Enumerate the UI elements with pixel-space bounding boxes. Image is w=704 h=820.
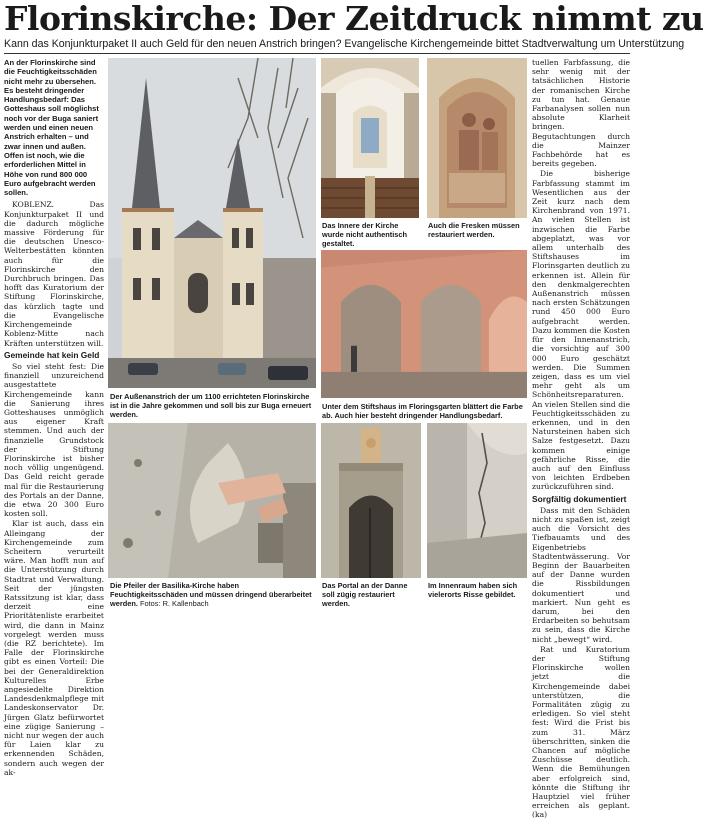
photo-credit: Fotos: R. Kallenbach	[140, 599, 209, 608]
body-paragraph: Rat und Kuratorium der Stiftung Florinskirche wollen jetzt die Kirchengemeinde dabei unterstützen, die Formalitäten zügig zu erledigen. So viel steht fest: Wird die Frist bis zum 31. März überschritten, sinken die Chancen auf mögliche Zuschüsse deutlich. Wenn die Bemühungen aber erfolgreich sind, könnte die Stiftung ihr Hauptziel viel früher erreichen als geplant. (ka)	[532, 644, 630, 820]
subheadline: Kann das Konjunkturpaket II auch Geld für den neuen Anstrich bringen? Evangelische Kirchengemeinde bittet Stadtverwaltung um Unterstützung	[4, 38, 685, 50]
section-heading: Sorgfältig dokumentiert	[532, 493, 627, 504]
caption-exterior: Der Außenanstrich der um 1100 errichteten Florinskirche ist in die Jahre gekommen und soll bis zur Buga erneuert werden.	[110, 392, 312, 419]
caption-fresco: Auch die Fresken müssen restauriert werden.	[428, 221, 520, 239]
caption-crack: Im Innenraum haben sich vielerorts Risse gebildet.	[428, 581, 518, 599]
headline-rule	[4, 53, 630, 54]
photo-church-interior	[321, 58, 419, 218]
body-paragraph: Klar ist auch, dass ein Alleingang der Kirchengemeinde zum Scheitern verurteilt wäre. Man hofft nun auf die Unterstützung durch Stadtrat und Verwaltung. Seit der jüngsten Ratssitzung ist klar, dass derzeit eine Prioritätenliste erarbeitet wird, die dann in Mainz vorgelegt werden muss (die RZ berichtete). Im Falle der Florinskirche gibt es einen Vorteil: Die bei der Generaldirektion Kulturelles Erbe angesiedelte Direktion Landesdenkmalpflege mit Landeskonservator Dr. Jürgen Glatz befürwortet eine zügige Sanierung – nicht nur wegen der auch für Laien klar zu erkennenden Schäden, sondern auch wegen der ak-	[4, 519, 104, 777]
photo-portal	[321, 423, 421, 578]
article-column-4	[532, 58, 630, 820]
lead-paragraph: An der Florinskirche sind die Feuchtigkeitsschäden nicht mehr zu übersehen. Es besteht dringender Handlungsbedarf: Das Gotteshaus soll möglichst noch vor der Buga saniert werden und einen neuen Anstrich erhalten – und zwar innen und außen. Offen ist noch, wie die erforderlichen Mittel in Höhe von rund 800 000 Euro aufgebracht werden sollen.	[4, 58, 99, 198]
section-heading: Gemeinde hat kein Geld	[4, 349, 100, 360]
caption-portal: Das Portal an der Danne soll zügig restauriert werden.	[322, 581, 408, 608]
body-paragraph: So viel steht fest: Die finanziell unzureichend ausgestattete Kirchengemeinde kann die Sanierung ihres Gotteshauses unmöglich aus eigener Kraft stemmen. Und auch der finanzielle Grundstock der Stiftung Florinskirche ist bisher noch völlig ungenügend. Das Geld reicht gerade mal für die Restaurierung des Portals an der Danne, die etwa 20 300 Euro kosten soll.	[4, 361, 104, 519]
photo-church-exterior	[108, 58, 316, 388]
body-paragraph: Dass mit den Schäden nicht zu spaßen ist, zeigt auch die Vorsicht des Tiefbauamts und des Eigenbetriebs Stadtentwässerung. Vor Beginn der Bauarbeiten auf der Danne wurden die Rissbildungen dokumentiert und markiert. Nun geht es darum, bei den Erdarbeiten so behutsam zu sein, dass die Kirche nicht „bewegt“ wird.	[532, 505, 630, 644]
photo-fresco	[427, 58, 527, 218]
caption-pillar	[110, 581, 317, 608]
body-paragraph: KOBLENZ. Das Konjunkturpaket II und die dadurch mögliche massive Förderung für die deutschen Unesco-Welterbestätten könnten auch für die Florinskirche den Durchbruch bringen. Das hofft das Kuratorium der Stiftung Florinskirche, das kürzlich tagte und die Evangelische Kirchengemeinde Koblenz-Mitte nach Kräften unterstützen will.	[4, 200, 104, 348]
caption-arcade: Unter dem Stiftshaus im Floringsgarten blättert die Farbe ab. Auch hier besteht dringender Handlungsbedarf.	[322, 402, 527, 422]
body-paragraph: Die bisherige Farbfassung stammt im Wesentlichen aus der Zeit kurz nach dem Kirchenbrand von 1971. An vielen Stellen ist inzwischen die Farbe abgeplatzt, was vor allem unterhalb des Stiftshauses im Florinsgarten deutlich zu erkennen ist. Allein für den denkmalgerechten Außenanstrich müssen nach ersten Schätzungen rund 450 000 Euro aufgebracht werden. Dazu kommen die Kosten für den Innenanstrich, die vorsichtig auf 300 000 Euro geschätzt werden. Die Summen zeigen, dass es um viel mehr geht als um Schönheitsreparaturen. An vielen Stellen sind die Feuchtigkeitsschäden zu erkennen, und in den Natursteinen haben sich Salze festgesetzt. Dazu kommen einige gefährliche Risse, die auch auf den Einfluss von leichten Erdbeben zurückzuführen sind.	[532, 169, 630, 492]
photo-arcade	[321, 250, 527, 398]
photo-crack	[427, 423, 527, 578]
article-column-1	[4, 58, 104, 777]
headline: Florinskirche: Der Zeitdruck nimmt zu	[4, 0, 704, 38]
body-paragraph: tuellen Farbfassung, die sehr wenig mit der tatsächlichen Historie der romanischen Kirche zu tun hat. Genaue Farbanalysen sollen nun absolute Klarheit bringen. Begutachtungen durch die Mainzer Fachbehörde hat es bereits gegeben.	[532, 58, 630, 169]
caption-pillar-text: Die Pfeiler der Basilika-Kirche haben Feuchtigkeitsschäden und müssen dringend überarbeitet werden.	[110, 581, 312, 608]
photo-pillar-damage	[108, 423, 316, 578]
caption-interior: Das Innere der Kirche wurde nicht authentisch gestaltet.	[322, 221, 407, 248]
